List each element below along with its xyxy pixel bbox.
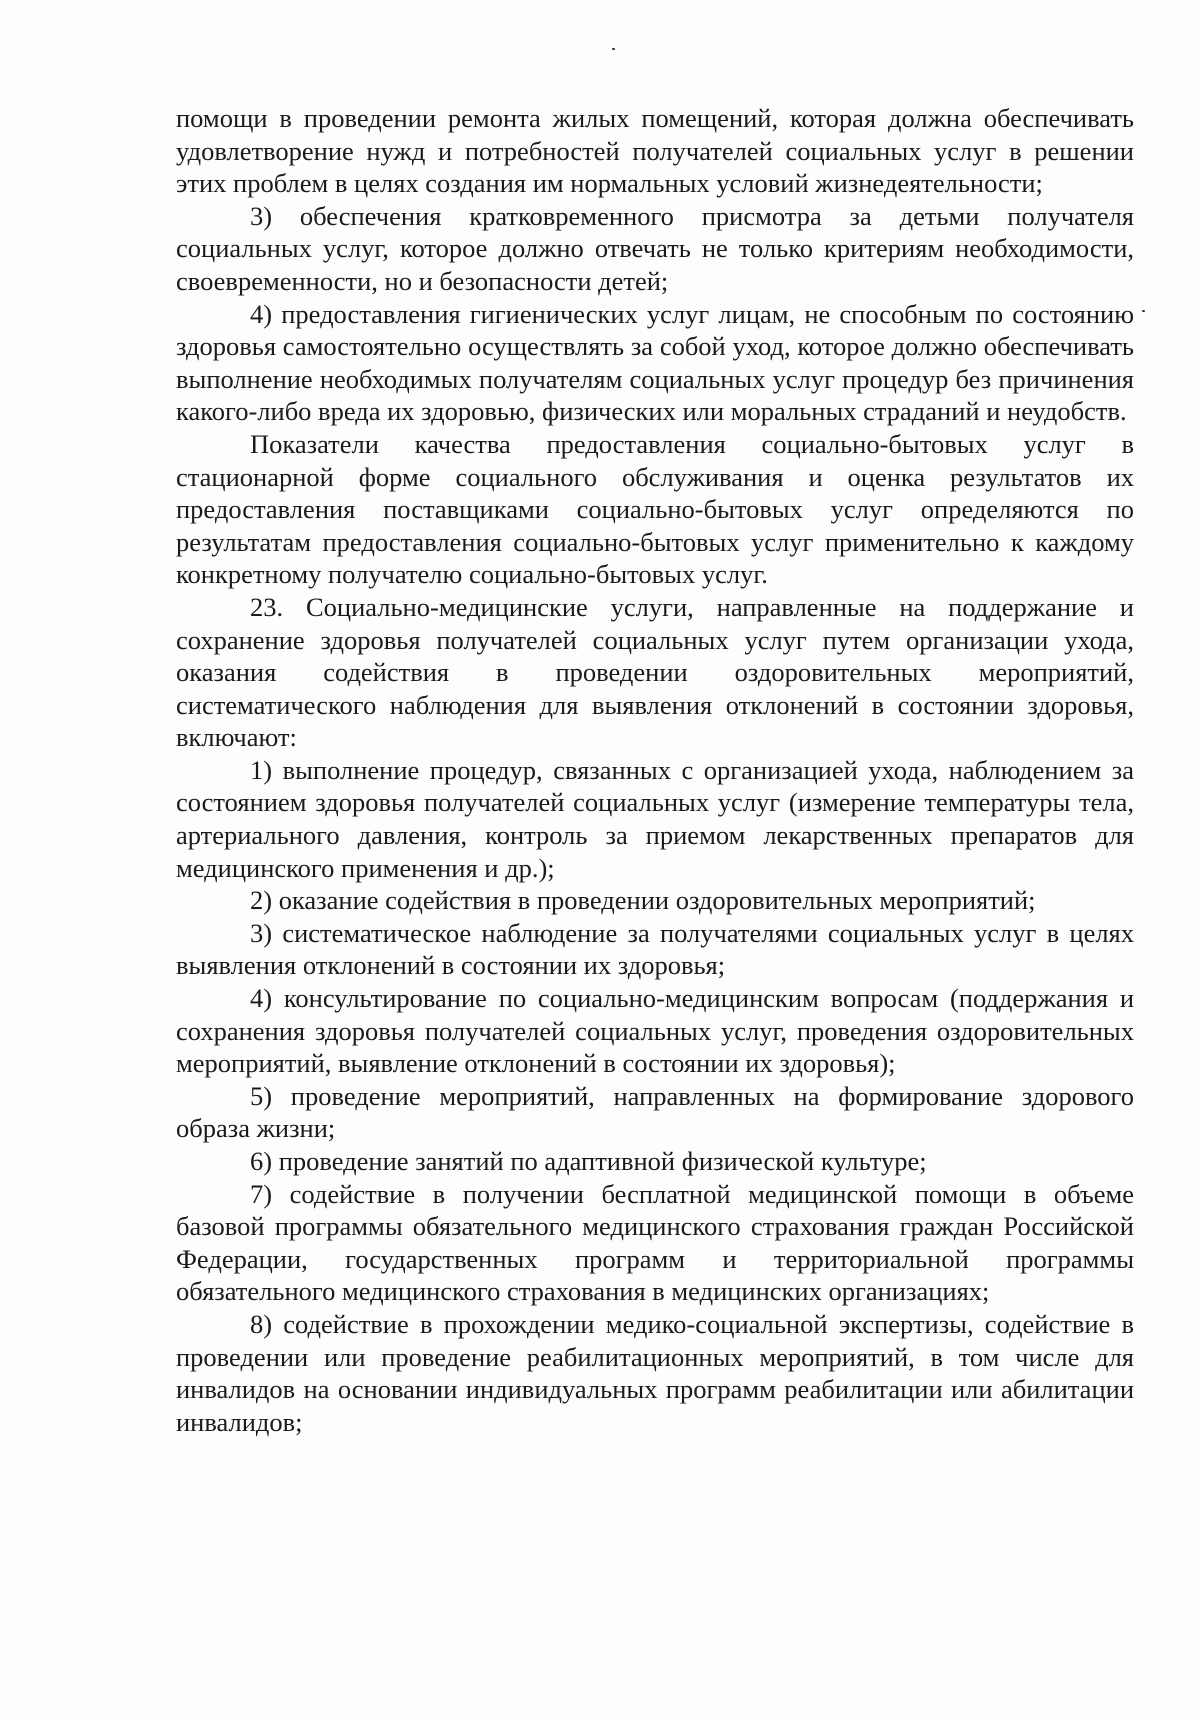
paragraph: Показатели качества предоставления социально-бытовых услуг в стационарной форме социального обслуживания и оценка результатов их предоставления поставщиками социально-бытовых услуг определяются по результатам предоставления социально-бытовых услуг применительно к каждому конкретному получателю социально-бытовых услуг. [176, 428, 1134, 590]
paragraph: 6) проведение занятий по адаптивной физической культуре; [250, 1146, 927, 1176]
scan-speck [1142, 310, 1145, 312]
paragraph: 1) выполнение процедур, связанных с организацией ухода, наблюдением за состоянием здоровья получателей социальных услуг (измерение температуры тела, артериального давления, контроль за приемом лекарственных препаратов для медицинского применения и др.); [176, 754, 1134, 883]
paragraph: 3) систематическое наблюдение за получателями социальных услуг в целях выявления отклонений в состоянии их здоровья; [176, 917, 1134, 981]
paragraph: 3) обеспечения кратковременного присмотра за детьми получателя социальных услуг, которое должно отвечать не только критериям необходимости, своевременности, но и безопасности детей; [176, 200, 1134, 296]
paragraph: 8) содействие в прохождении медико-социальной экспертизы, содействие в проведении или проведение реабилитационных мероприятий, в том числе для инвалидов на основании индивидуальных программ реабилитации или абилитации инвалидов; [176, 1308, 1134, 1437]
scan-speck [612, 48, 615, 50]
paragraph: 23. Социально-медицинские услуги, направленные на поддержание и сохранение здоровья получателей социальных услуг путем организации ухода, оказания содействия в проведении оздоровительных мероприятий, систематического наблюдения для выявления отклонений в состоянии здоровья, включают: [176, 591, 1134, 753]
document-body [176, 102, 1134, 1438]
paragraph: 4) предоставления гигиенических услуг лицам, не способным по состоянию здоровья самостоятельно осуществлять за собой уход, которое должно обеспечивать выполнение необходимых получателям социальных услуг процедур без причинения какого-либо вреда их здоровью, физических или моральных страданий и неудобств. [176, 298, 1134, 427]
paragraph: 4) консультирование по социально-медицинским вопросам (поддержания и сохранения здоровья получателей социальных услуг, проведения оздоровительных мероприятий, выявление отклонений в состоянии их здоровья); [176, 983, 1134, 1079]
paragraph: 2) оказание содействия в проведении оздоровительных мероприятий; [250, 885, 1036, 916]
paragraph: 7) содействие в получении бесплатной медицинской помощи в объеме базовой программы обязательного медицинского страхования граждан Российской Федерации, государственных программ и территориальной программы обязательного медицинского страхования в медицинских организациях; [176, 1178, 1134, 1307]
paragraph: помощи в проведении ремонта жилых помещений, которая должна обеспечивать удовлетворение нужд и потребностей получателей социальных услуг в решении этих проблем в целях создания им нормальных условий жизнедеятельности; [176, 103, 1134, 199]
paragraph: 5) проведение мероприятий, направленных на формирование здорового образа жизни; [176, 1080, 1134, 1144]
